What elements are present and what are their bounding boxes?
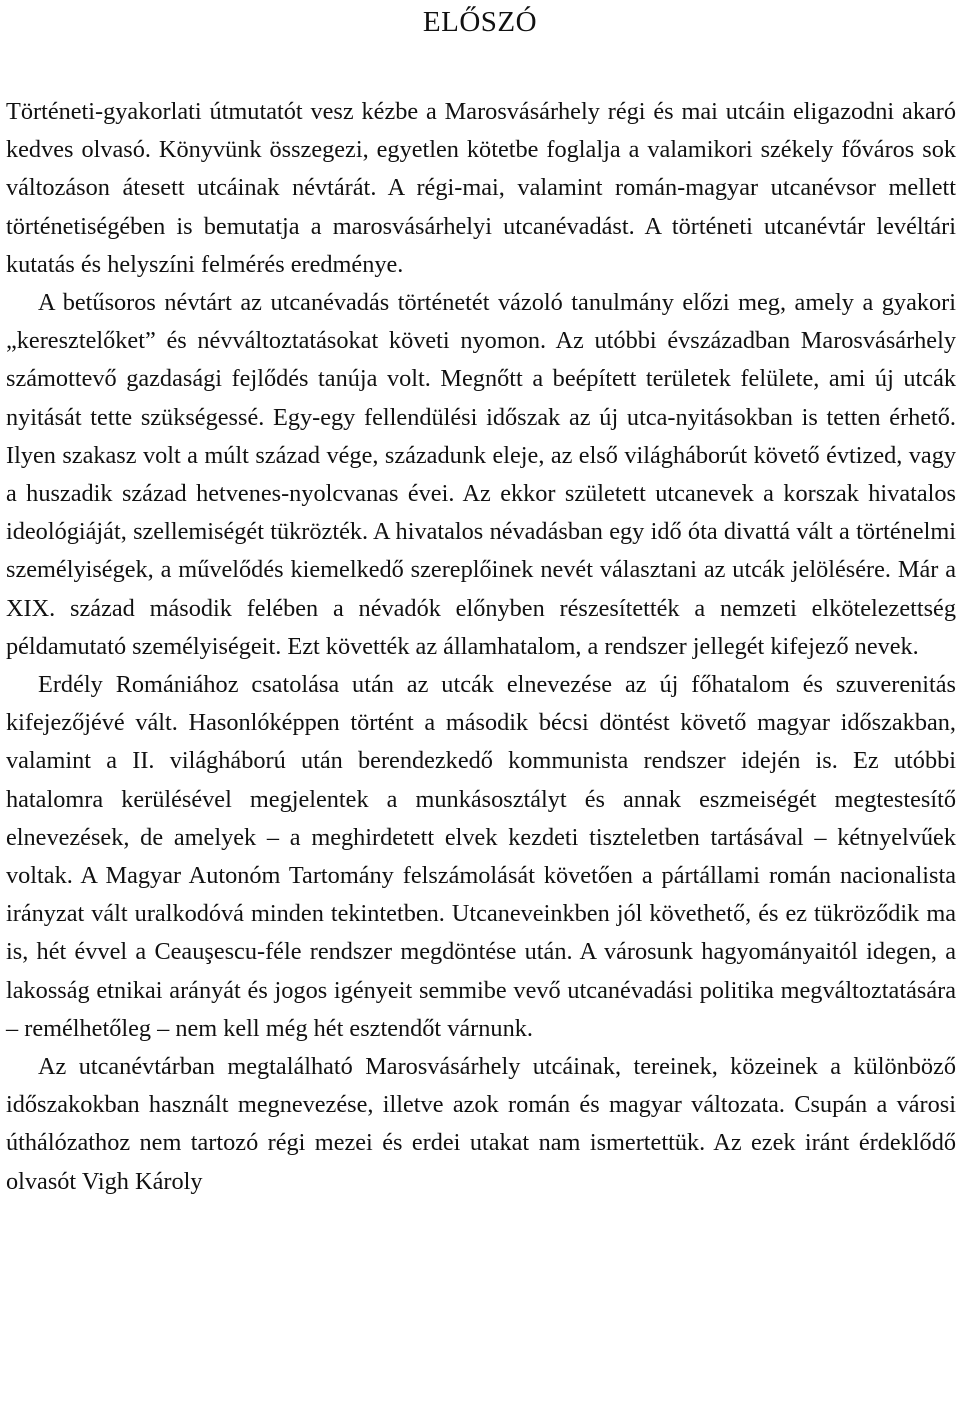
paragraph-intro: Történeti-gyakorlati útmutatót vesz kézbe a Marosvásárhely régi és mai utcáin eligazodni akaró kedves olvasó. Könyvünk összegezi, egyetlen kötetbe foglalja a valamikori székely főváros sok változáson átesett utcáinak névtárát. A régi-mai, valamint román-magyar utcanévsor mellett történetiségében is bemutatja a marosvásárhelyi utcanévadást. A történeti utcanévtár levéltári kutatás és helyszíni felmérés eredménye. bbox=[6, 98, 956, 278]
body-text bbox=[6, 93, 956, 1201]
paragraph-history: A betűsoros névtárt az utcanévadás történetét vázoló tanulmány előzi meg, amely a gyakori „keresztelőket” és névváltoztatásokat követi nyomon. Az utóbbi évszázadban Marosvásárhely számottevő gazdasági fejlődés tanúja volt. Megnőtt a beépített területek felülete, ami új utcák nyitását tette szükségessé. Egy-egy fellendülési időszak az új utca-nyitásokban is tetten érhető. Ilyen szakasz volt a múlt század vége, századunk eleje, az első világháborút követő évtized, vagy a huszadik század hetvenes-nyolcvanas évei. Az ekkor született utcanevek a korszak hivatalos ideológiáját, szellemiségét tükrözték. A hivatalos névadásban egy idő óta divattá vált a történelmi személyiségek, a művelődés kiemelkedő szereplőinek nevét választani az utcák jelölésére. Már a XIX. század második felében a névadók előnyben részesítették a nemzeti elkötelezettség példamutató személyiségeit. Ezt követték az államhatalom, a rendszer jellegét kifejező nevek. bbox=[6, 289, 956, 660]
page-title: ELŐSZÓ bbox=[422, 6, 538, 38]
paragraph-romania: Erdély Romániához csatolása után az utcák elnevezése az új főhatalom és szuverenitás kifejezőjévé vált. Hasonlóképpen történt a második bécsi döntést követő magyar időszakban, valamint a II. világháború után berendezkedő kommunista rendszer idején is. Ez utóbbi hatalomra kerülésével megjelentek a munkásosztályt és annak eszmeiségét megtestesítő elnevezések, de amelyek – a meghirdetett elvek kezdeti tiszteletben tartásával – kétnyelvűek voltak. A Magyar Autonóm Tartomány felszámolását követően a pártállami román nacionalista irányzat vált uralkodóvá minden tekintetben. Utcaneveinkben jól követhető, és ez tükröződik ma is, hét évvel a Ceauşescu-féle rendszer megdöntése után. A városunk hagyományaitól idegen, a lakosság etnikai arányát és jogos igényeit semmibe vevő utcanévadási politika megváltoztatására – remélhetőleg – nem kell még hét esztendőt várnunk. bbox=[6, 671, 956, 1042]
paragraph-directory: Az utcanévtárban megtalálható Marosvásárhely utcáinak, tereinek, közeinek a különböző időszakokban használt megnevezése, illetve azok román és magyar változata. Csupán a városi úthálózathoz nem tartozó régi mezei és erdei utakat nam ismertettük. Az ezek iránt érdeklődő olvasót Vigh Károly bbox=[6, 1053, 956, 1195]
